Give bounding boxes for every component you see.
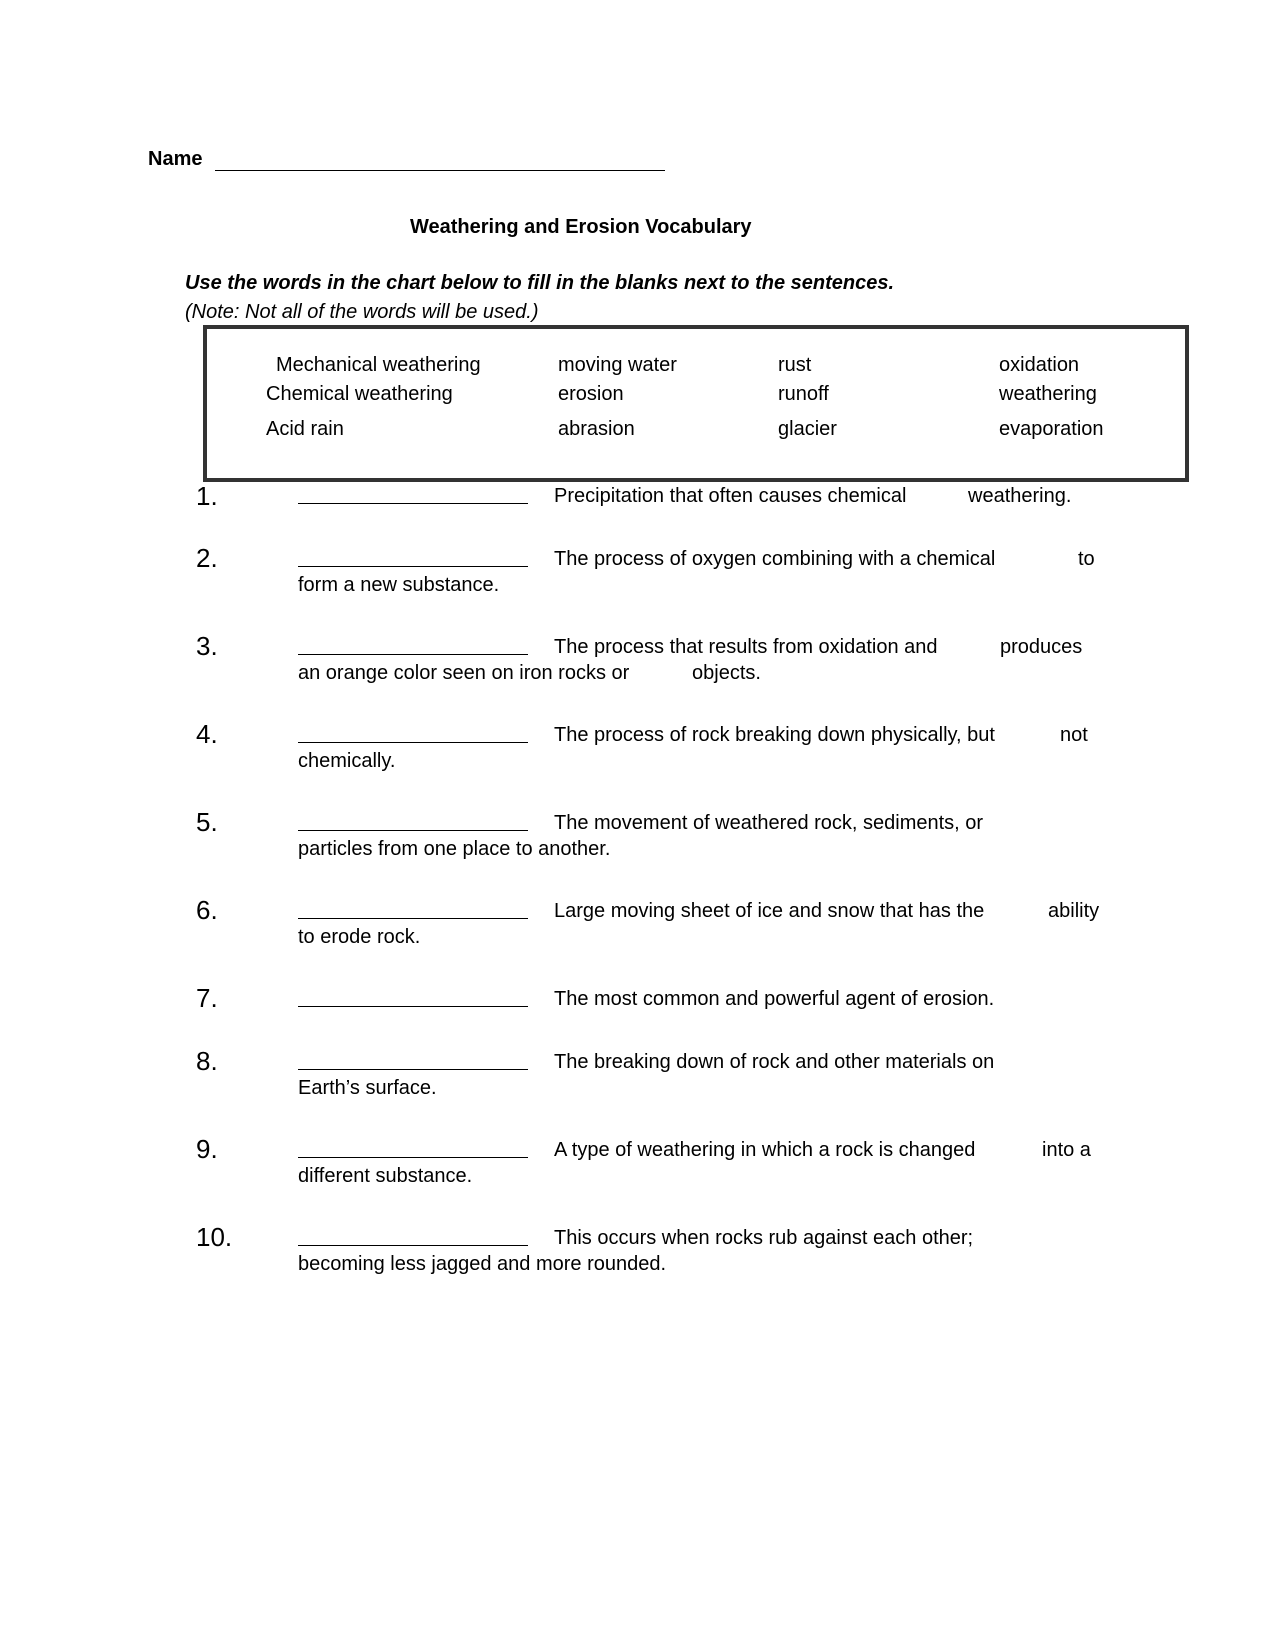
definition-text: A type of weathering in which a rock is changed [554,1139,976,1161]
item-number: 9. [196,1134,218,1164]
definition-text-cont: becoming less jagged and more rounded. [298,1253,667,1275]
item-number: 5. [196,807,218,837]
definition-text: The movement of weathered rock, sediments, or [554,812,984,834]
word-bank-item: evaporation [999,418,1104,440]
definition-text-cont-end: objects. [692,662,761,684]
word-bank-item: erosion [558,383,624,405]
name-blank-line [215,170,665,171]
definition-text-cont: particles from one place to another. [298,838,611,860]
instructions: Use the words in the chart below to fill in the blanks next to the sentences. [185,272,895,294]
word-bank-item: Mechanical weathering [276,354,481,376]
word-bank-item: Acid rain [266,418,344,440]
definition-text-end: weathering. [968,485,1072,507]
name-label: Name [148,148,203,170]
item-number: 4. [196,719,218,749]
definition-text: The process of oxygen combining with a chemical [554,548,996,570]
definition-text-cont: to erode rock. [298,926,421,948]
word-bank-item: Chemical weathering [266,383,453,405]
answer-blank[interactable] [298,566,528,567]
page-title: Weathering and Erosion Vocabulary [410,216,752,238]
word-bank-item: weathering [999,383,1097,405]
definition-text-end: ability [1048,900,1100,922]
definition-text: The breaking down of rock and other materials on [554,1051,995,1073]
definition-text: Precipitation that often causes chemical [554,485,907,507]
answer-blank[interactable] [298,654,528,655]
answer-blank[interactable] [298,742,528,743]
answer-blank[interactable] [298,1069,528,1070]
word-bank-item: moving water [558,354,677,376]
word-bank-item: abrasion [558,418,635,440]
note: (Note: Not all of the words will be used.) [185,301,539,323]
definition-text-cont: different substance. [298,1165,473,1187]
word-bank-item: rust [778,354,812,376]
definition-text: The process that results from oxidation and [554,636,938,658]
definition-text-cont: chemically. [298,750,396,772]
item-number: 1. [196,481,218,511]
answer-blank[interactable] [298,1157,528,1158]
definition-text: This occurs when rocks rub against each other; [554,1227,974,1249]
word-bank-item: oxidation [999,354,1080,376]
definition-text-cont: Earth’s surface. [298,1077,437,1099]
word-bank-box [203,325,1189,482]
answer-blank[interactable] [298,830,528,831]
definition-text: The most common and powerful agent of erosion. [554,988,995,1010]
answer-blank[interactable] [298,918,528,919]
definition-text: Large moving sheet of ice and snow that has the [554,900,985,922]
definition-text: The process of rock breaking down physically, but [554,724,995,746]
item-number: 3. [196,631,218,661]
item-number: 2. [196,543,218,573]
word-bank-item: runoff [778,383,829,405]
item-number: 10. [196,1222,233,1252]
definition-text-cont: an orange color seen on iron rocks or [298,662,630,684]
answer-blank[interactable] [298,1245,528,1246]
answer-blank[interactable] [298,1006,528,1007]
definition-text-end: into a [1042,1139,1091,1161]
definition-text-cont: form a new substance. [298,574,500,596]
answer-blank[interactable] [298,503,528,504]
definition-text-end: to [1078,548,1095,570]
word-bank-item: glacier [778,418,837,440]
item-number: 8. [196,1046,218,1076]
definition-text-end: not [1060,724,1088,746]
item-number: 6. [196,895,218,925]
item-number: 7. [196,983,218,1013]
definition-text-end: produces [1000,636,1083,658]
